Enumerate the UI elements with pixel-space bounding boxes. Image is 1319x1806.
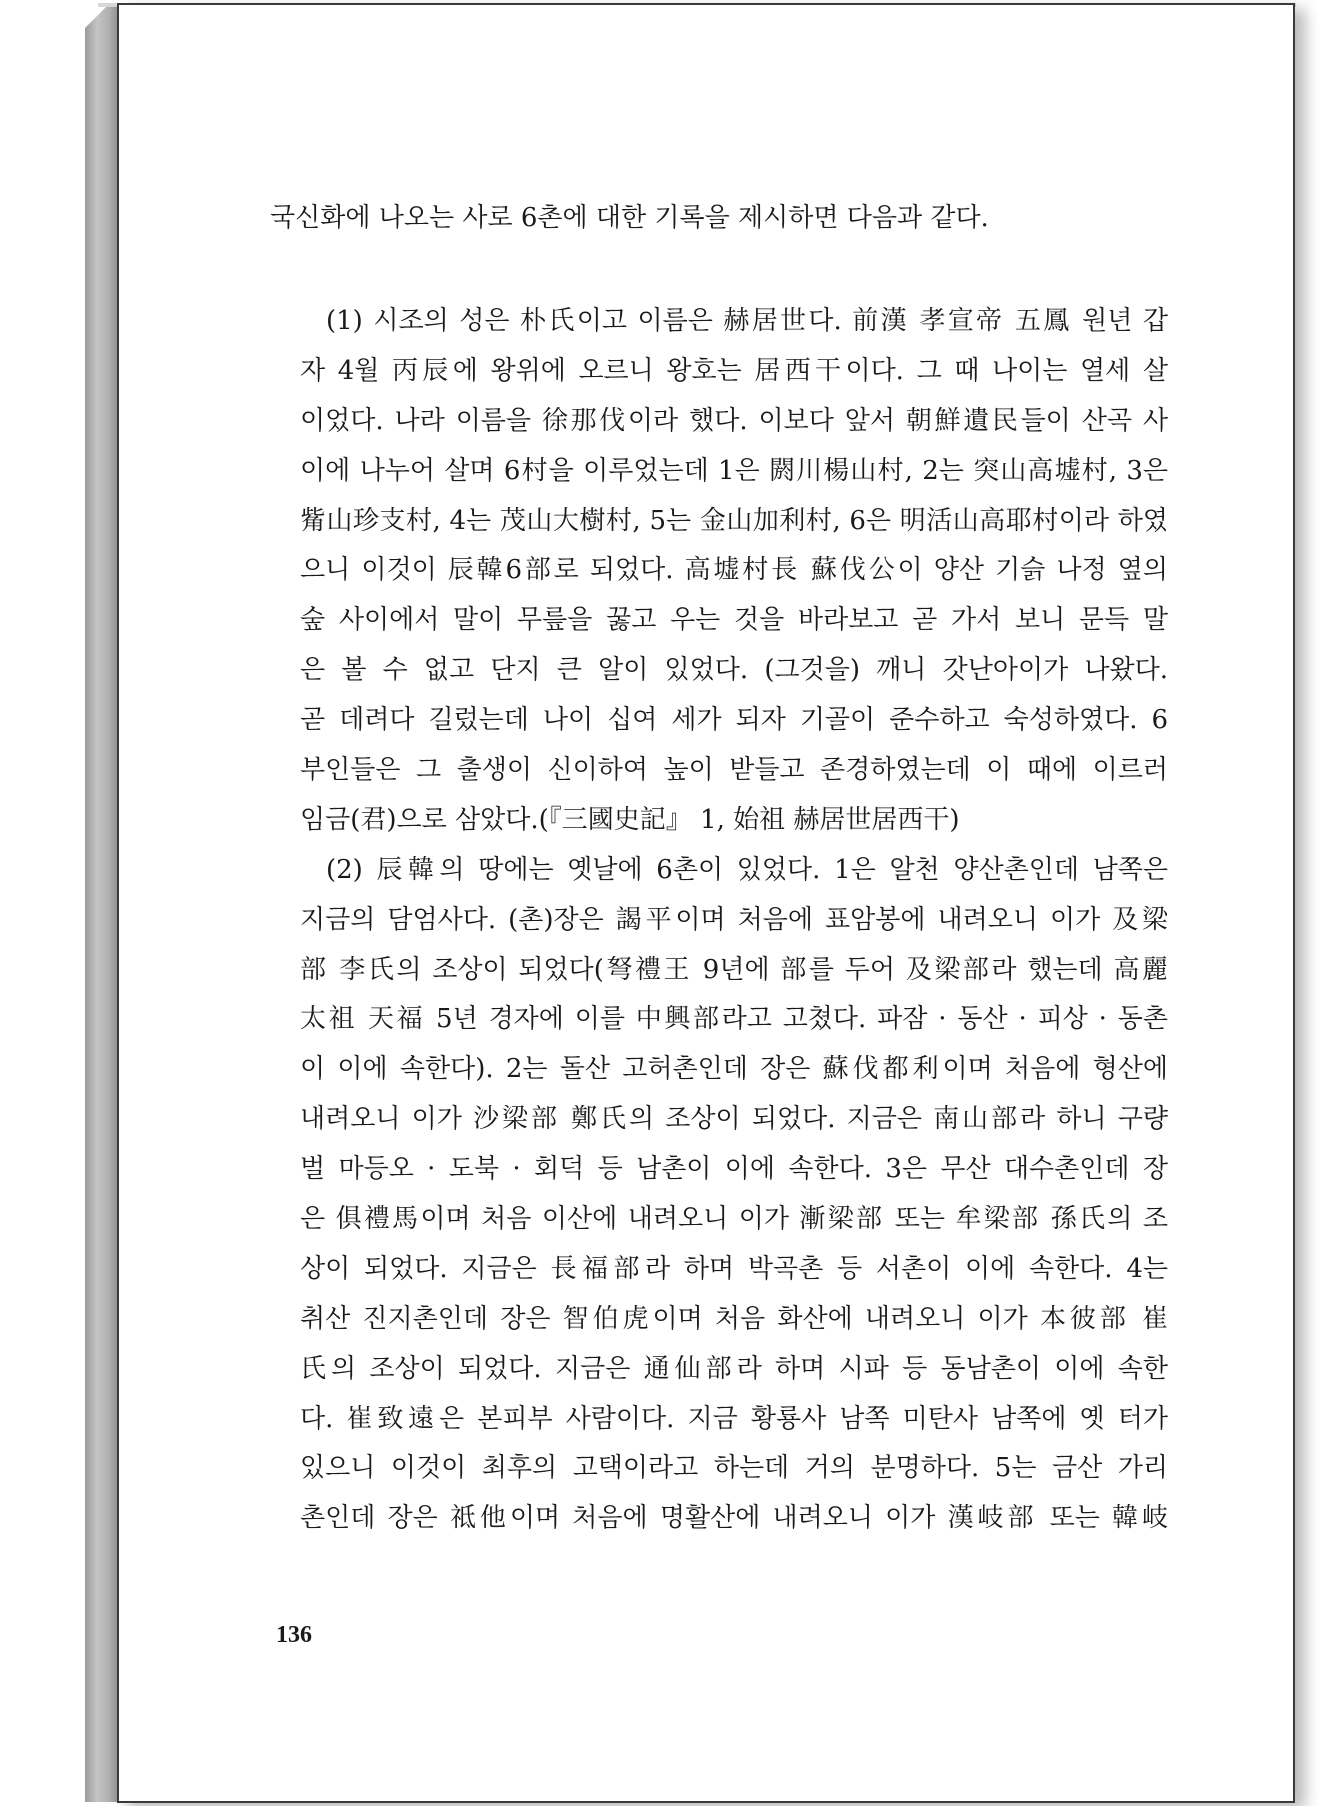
text-line: 상이 되었다. 지금은 長福部라 하며 박곡촌 등 서촌이 이에 속한다. 4는 <box>300 1253 1168 1284</box>
text-line: 벌 마등오 · 도북 · 회덕 등 남촌이 이에 속한다. 3은 무산 대수촌인데 장 <box>300 1154 1168 1185</box>
text-line: 으니 이것이 辰韓6部로 되었다. 高墟村長 蘇伐公이 양산 기슭 나정 옆의 <box>300 555 1168 586</box>
text-line: (1) 시조의 성은 朴氏이고 이름은 赫居世다. 前漢 孝宣帝 五鳳 원년 갑 <box>326 306 1168 336</box>
text-line: 이 이에 속한다). 2는 돌산 고허촌인데 장은 蘇伐都利이며 처음에 형산에 <box>300 1054 1168 1085</box>
page-number: 136 <box>276 1622 312 1648</box>
text-line: 있으니 이것이 최후의 고택이라고 하는데 거의 분명하다. 5는 금산 가리 <box>300 1453 1168 1484</box>
text-line: 觜山珍支村, 4는 茂山大樹村, 5는 金山加利村, 6은 明活山高耶村이라 하였 <box>300 505 1168 536</box>
text-line: 氏의 조상이 되었다. 지금은 通仙部라 하며 시파 등 동남촌이 이에 속한 <box>300 1353 1168 1384</box>
text-line: 다. 崔致遠은 본피부 사람이다. 지금 황룡사 남쪽 미탄사 남쪽에 옛 터가 <box>300 1403 1168 1434</box>
text-line: 촌인데 장은 祗他이며 처음에 명활산에 내려오니 이가 漢岐部 또는 韓岐 <box>300 1503 1168 1534</box>
text-line: 部 李氏의 조상이 되었다(弩禮王 9년에 部를 두어 及梁部라 했는데 高麗 <box>300 954 1168 985</box>
text-line: 취산 진지촌인데 장은 智伯虎이며 처음 화산에 내려오니 이가 本彼部 崔 <box>300 1303 1168 1334</box>
intro-sentence: 국신화에 나오는 사로 6촌에 대한 기록을 제시하면 다음과 같다. <box>270 203 989 233</box>
text-line: (2) 辰韓의 땅에는 옛날에 6촌이 있었다. 1은 알천 양산촌인데 남쪽은 <box>326 854 1168 885</box>
text-line: 숲 사이에서 말이 무릎을 꿇고 우는 것을 바라보고 곧 가서 보니 문득 말 <box>300 605 1168 636</box>
text-line: 자 4월 丙辰에 왕위에 오르니 왕호는 居西干이다. 그 때 나이는 열세 살 <box>300 355 1168 386</box>
text-line: 임금(君)으로 삼았다.(『三國史記』 1, 始祖 赫居世居西干) <box>300 804 960 835</box>
text-line: 太祖 天福 5년 경자에 이를 中興部라고 고쳤다. 파잠 · 동산 · 피상 · 동촌 <box>300 1004 1168 1035</box>
text-line: 곧 데려다 길렀는데 나이 십여 세가 되자 기골이 준수하고 숙성하였다. 6 <box>300 705 1168 736</box>
text-line: 이에 나누어 살며 6村을 이루었는데 1은 閼川楊山村, 2는 突山高墟村, 3은 <box>300 455 1168 486</box>
text-line: 지금의 담엄사다. (촌)장은 謁平이며 처음에 표암봉에 내려오니 이가 及梁 <box>300 904 1168 935</box>
text-line: 은 俱禮馬이며 처음 이산에 내려오니 이가 漸梁部 또는 牟梁部 孫氏의 조 <box>300 1204 1168 1235</box>
text-line: 내려오니 이가 沙梁部 鄭氏의 조상이 되었다. 지금은 南山部라 하니 구량 <box>300 1104 1168 1135</box>
quoted-passage <box>300 297 1168 1544</box>
text-line: 은 볼 수 없고 단지 큰 알이 있었다. (그것을) 깨니 갓난아이가 나왔다. <box>300 655 1168 686</box>
text-line: 이었다. 나라 이름을 徐那伐이라 했다. 이보다 앞서 朝鮮遺民들이 산곡 사 <box>300 405 1168 436</box>
text-line: 부인들은 그 출생이 신이하여 높이 받들고 존경하였는데 이 때에 이르러 <box>300 755 1168 786</box>
book-spine <box>85 6 119 1802</box>
